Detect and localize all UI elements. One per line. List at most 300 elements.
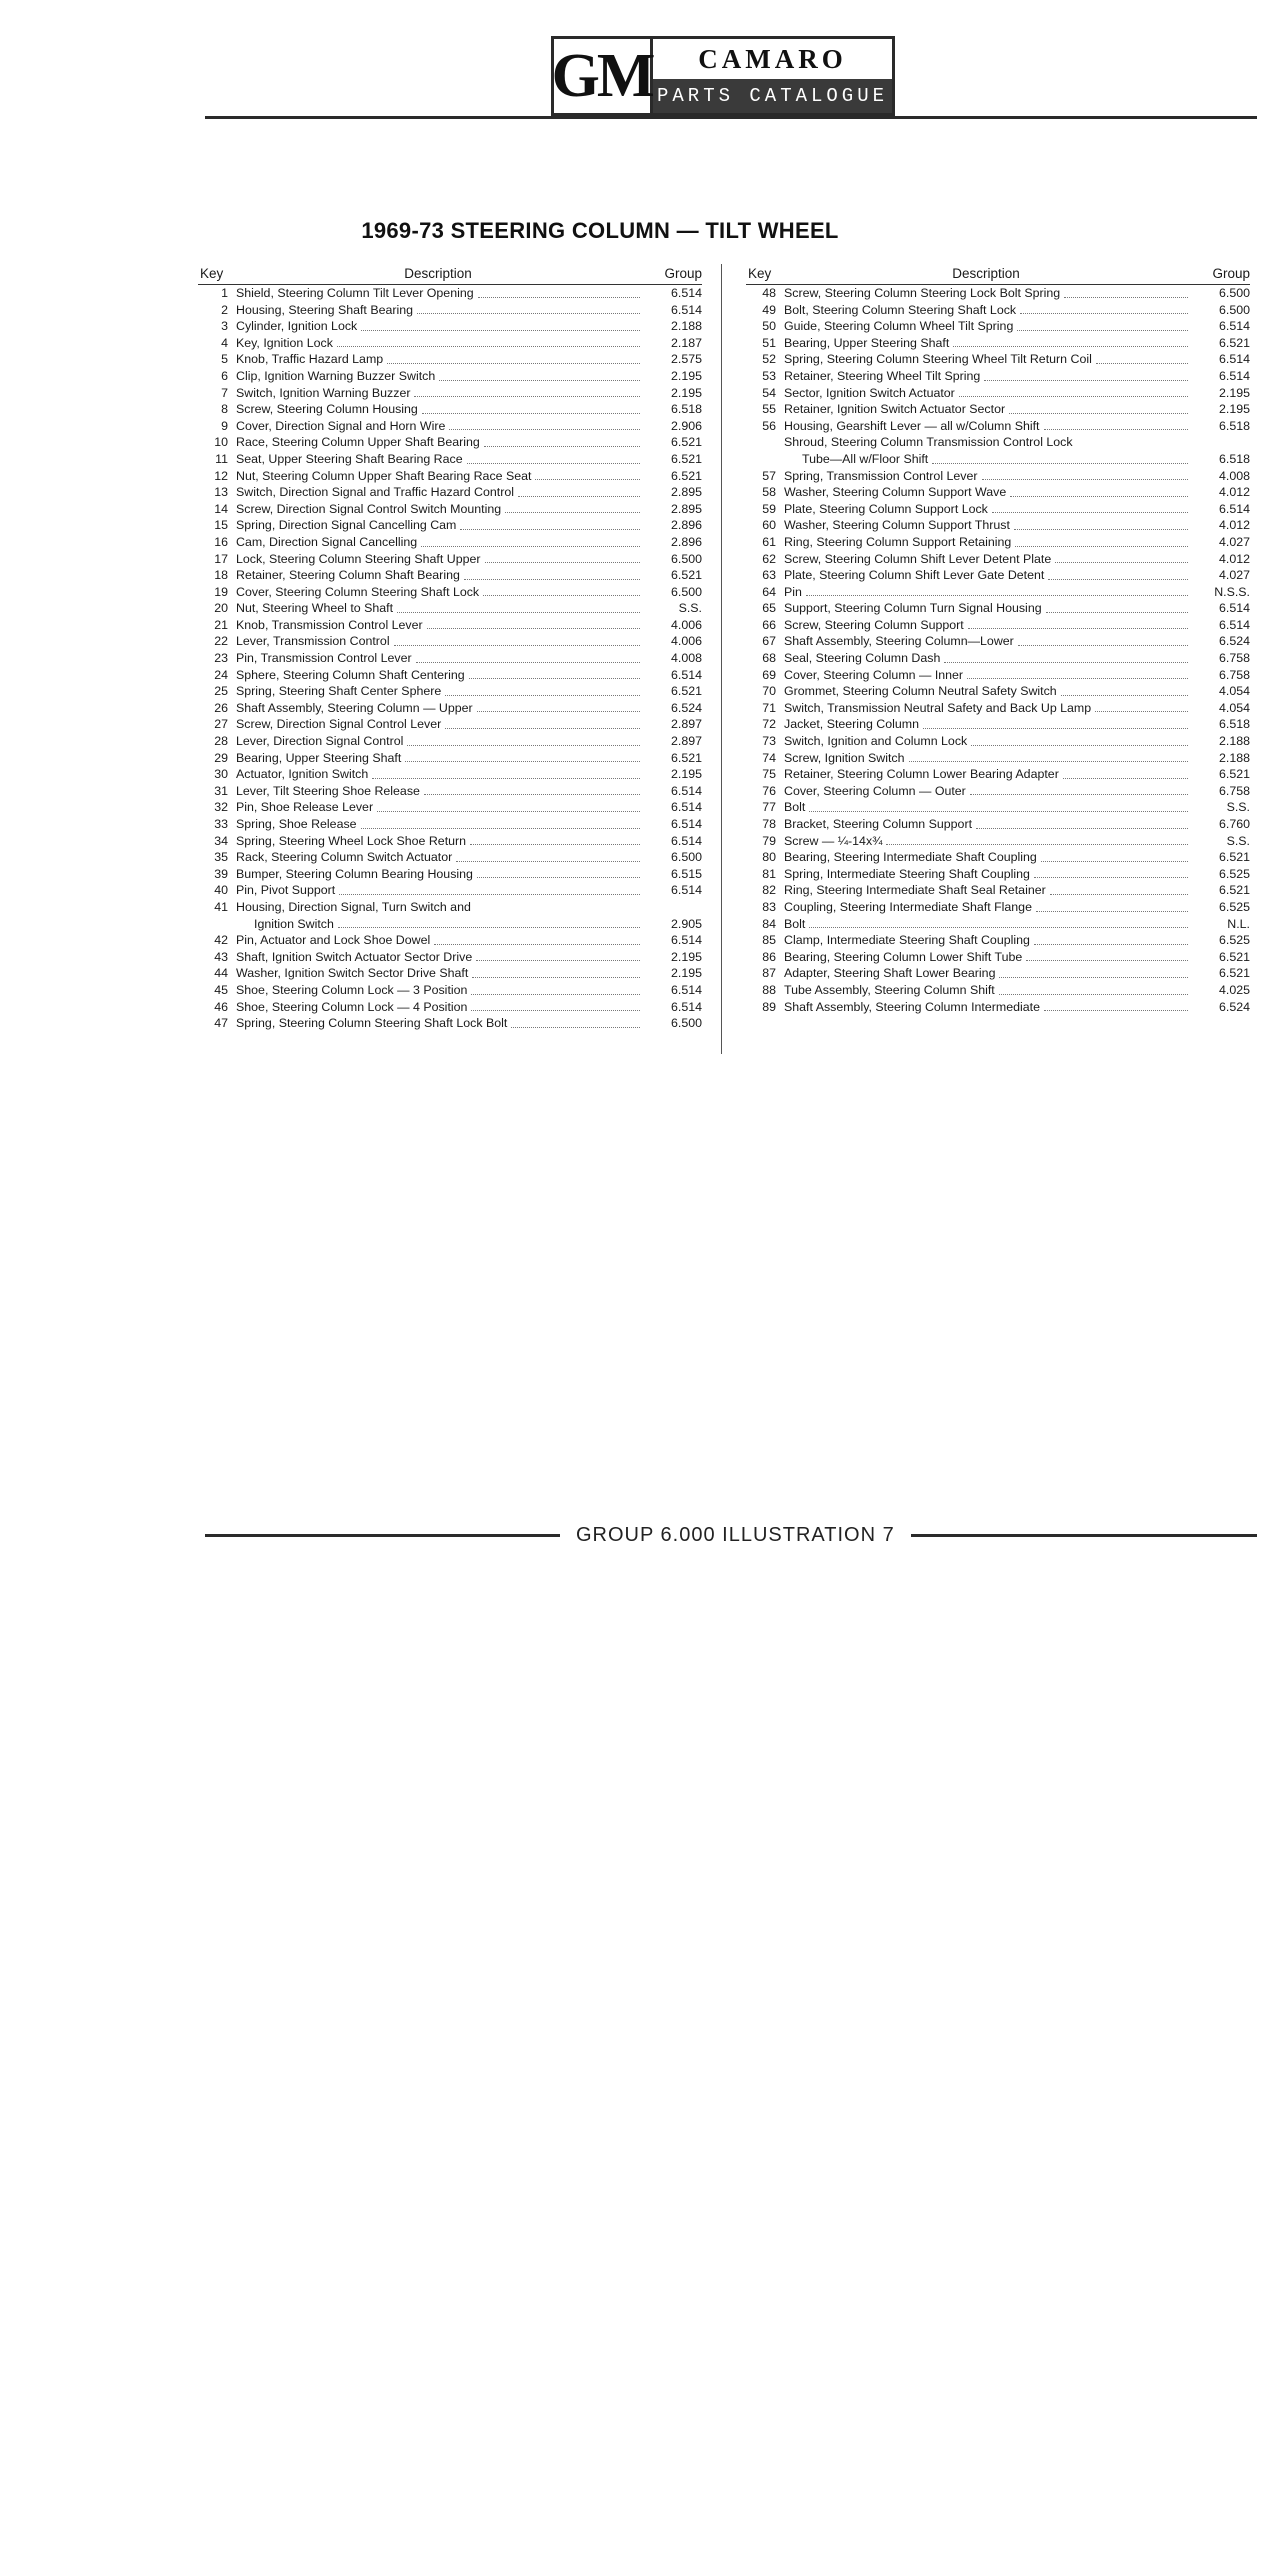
row-description-cell xyxy=(236,318,644,335)
row-group: 4.006 xyxy=(670,617,702,632)
row-description-cell xyxy=(236,551,644,568)
row-key: 28 xyxy=(214,734,228,749)
row-description-cell xyxy=(236,700,644,717)
row-group: 6.518 xyxy=(1218,418,1250,433)
row-group: 2.897 xyxy=(670,717,702,732)
table-row xyxy=(746,733,1250,750)
row-key: 39 xyxy=(214,866,228,881)
table-row xyxy=(746,667,1250,684)
dot-leader xyxy=(959,396,1188,397)
row-key: 62 xyxy=(762,551,776,566)
row-description-cell xyxy=(784,866,1192,883)
row-description: Screw, Steering Column Housing xyxy=(236,402,418,417)
table-row xyxy=(746,434,1250,451)
row-group: 4.012 xyxy=(1218,485,1250,500)
row-group: 6.514 xyxy=(1218,352,1250,367)
table-row xyxy=(746,716,1250,733)
row-group: 6.521 xyxy=(1218,850,1250,865)
row-group: 2.905 xyxy=(670,916,702,931)
dot-leader xyxy=(1018,645,1188,646)
dot-leader xyxy=(1046,612,1188,613)
row-description-cell xyxy=(784,302,1192,319)
row-description-cell xyxy=(236,866,644,883)
table-row xyxy=(198,932,702,949)
row-description-cell xyxy=(784,401,1192,418)
row-description-cell xyxy=(236,750,644,767)
table-row xyxy=(198,600,702,617)
row-group: 6.524 xyxy=(670,700,702,715)
dot-leader xyxy=(427,628,640,629)
table-row xyxy=(198,650,702,667)
row-description-cell xyxy=(236,534,644,551)
parts-column-right xyxy=(746,264,1250,1015)
row-group: 2.195 xyxy=(670,966,702,981)
table-row xyxy=(746,750,1250,767)
dot-leader xyxy=(1036,911,1188,912)
table-row xyxy=(746,551,1250,568)
row-key: 88 xyxy=(762,982,776,997)
dot-leader xyxy=(1034,944,1188,945)
dot-leader xyxy=(970,794,1188,795)
row-description: Tube Assembly, Steering Column Shift xyxy=(784,982,995,997)
row-group: 6.514 xyxy=(670,800,702,815)
table-row xyxy=(198,766,702,783)
dot-leader xyxy=(999,994,1188,995)
table-row xyxy=(198,683,702,700)
row-description: Screw — ¼-14x¾ xyxy=(784,833,883,848)
row-group: 6.758 xyxy=(1218,667,1250,682)
row-key: 85 xyxy=(762,933,776,948)
table-row xyxy=(746,799,1250,816)
row-description: Pin, Shoe Release Lever xyxy=(236,800,374,815)
logo-text-block xyxy=(653,39,892,113)
row-description-cell xyxy=(236,285,644,302)
row-description: Ignition Switch xyxy=(254,916,334,931)
dot-leader xyxy=(460,529,640,530)
table-row xyxy=(198,617,702,634)
row-group: 6.515 xyxy=(670,866,702,881)
dot-leader xyxy=(397,612,640,613)
row-description: Spring, Intermediate Steering Shaft Coupling xyxy=(784,866,1030,881)
dot-leader xyxy=(1096,363,1188,364)
row-description: Spring, Steering Shaft Center Sphere xyxy=(236,684,442,699)
gm-logo-mark: GM xyxy=(554,39,653,113)
header-key: Key xyxy=(748,266,772,281)
table-row xyxy=(746,584,1250,601)
row-description-cell xyxy=(784,932,1192,949)
row-key: 9 xyxy=(221,418,228,433)
row-group: 4.012 xyxy=(1218,518,1250,533)
row-group: 2.195 xyxy=(670,949,702,964)
row-group: 4.008 xyxy=(1218,468,1250,483)
row-key: 49 xyxy=(762,302,776,317)
row-description-cell xyxy=(236,932,644,949)
dot-leader xyxy=(361,330,640,331)
dot-leader xyxy=(472,977,640,978)
dot-leader xyxy=(484,446,640,447)
row-key: 83 xyxy=(762,899,776,914)
row-description: Cover, Steering Column Steering Shaft Lock xyxy=(236,584,480,599)
dot-leader xyxy=(407,745,640,746)
row-group: 2.187 xyxy=(670,335,702,350)
row-description-cell xyxy=(784,584,1192,601)
row-description-cell xyxy=(784,633,1192,650)
row-description-cell xyxy=(236,783,644,800)
row-description: Knob, Transmission Control Lever xyxy=(236,617,423,632)
row-description-cell xyxy=(236,965,644,982)
table-row xyxy=(746,833,1250,850)
row-group: N.S.S. xyxy=(1214,584,1250,599)
row-description-cell xyxy=(784,733,1192,750)
row-key: 65 xyxy=(762,601,776,616)
row-group: 4.006 xyxy=(670,634,702,649)
row-key: 2 xyxy=(221,302,228,317)
row-key: 89 xyxy=(762,999,776,1014)
row-key: 11 xyxy=(215,451,228,466)
row-key: 76 xyxy=(762,783,776,798)
table-row xyxy=(746,318,1250,335)
row-description: Housing, Steering Shaft Bearing xyxy=(236,302,414,317)
row-description: Bolt, Steering Column Steering Shaft Lock xyxy=(784,302,1017,317)
dot-leader xyxy=(434,944,640,945)
row-group: 2.895 xyxy=(670,485,702,500)
row-description-cell xyxy=(236,434,644,451)
row-description: Sector, Ignition Switch Actuator xyxy=(784,385,955,400)
row-description: Shaft Assembly, Steering Column Intermediate xyxy=(784,999,1040,1014)
row-description: Screw, Steering Column Support xyxy=(784,617,964,632)
row-description: Spring, Shoe Release xyxy=(236,817,357,831)
row-description: Switch, Ignition and Column Lock xyxy=(784,734,968,749)
table-row xyxy=(198,700,702,717)
table-row xyxy=(746,965,1250,982)
table-row xyxy=(746,633,1250,650)
dot-leader xyxy=(923,728,1188,729)
row-group: 2.896 xyxy=(670,518,702,533)
row-description: Spring, Transmission Control Lever xyxy=(784,468,978,483)
row-description-cell xyxy=(784,368,1192,385)
dot-leader xyxy=(476,960,640,961)
row-description-cell xyxy=(784,766,1192,783)
row-key: 21 xyxy=(214,617,228,632)
row-description-cell xyxy=(784,434,1192,451)
row-key: 24 xyxy=(214,667,228,682)
row-description: Bearing, Upper Steering Shaft xyxy=(236,750,402,765)
row-key: 19 xyxy=(214,584,228,599)
table-row xyxy=(198,667,702,684)
row-key: 74 xyxy=(762,750,776,765)
row-key: 43 xyxy=(214,949,228,964)
row-description-cell xyxy=(236,833,644,850)
row-key: 35 xyxy=(214,850,228,865)
dot-leader xyxy=(483,595,640,596)
row-group: 6.521 xyxy=(670,468,702,483)
table-row xyxy=(746,766,1250,783)
table-row xyxy=(746,368,1250,385)
dot-leader xyxy=(337,346,640,347)
row-description: Cover, Direction Signal and Horn Wire xyxy=(236,418,446,433)
row-description-cell xyxy=(236,816,644,833)
row-group: 4.027 xyxy=(1218,568,1250,583)
row-description: Coupling, Steering Intermediate Shaft Flange xyxy=(784,899,1032,914)
row-key: 54 xyxy=(762,385,776,400)
row-group: 6.514 xyxy=(1218,368,1250,383)
row-description: Washer, Ignition Switch Sector Drive Shaft xyxy=(236,966,469,981)
row-description-cell xyxy=(236,335,644,352)
table-row xyxy=(746,783,1250,800)
row-description-cell xyxy=(784,700,1192,717)
table-row xyxy=(198,335,702,352)
row-description-cell xyxy=(784,285,1192,302)
table-row xyxy=(198,302,702,319)
row-description: Lock, Steering Column Steering Shaft Upper xyxy=(236,551,481,566)
row-group: 6.514 xyxy=(670,286,702,300)
dot-leader xyxy=(1048,579,1188,580)
dot-leader xyxy=(1017,330,1188,331)
row-group: 6.518 xyxy=(1218,717,1250,732)
row-group: 4.025 xyxy=(1218,982,1250,997)
table-row xyxy=(198,899,702,916)
row-group: 6.525 xyxy=(1218,899,1250,914)
row-key: 50 xyxy=(762,319,776,334)
dot-leader xyxy=(394,645,640,646)
dot-leader xyxy=(1064,297,1188,298)
row-description-cell xyxy=(236,617,644,634)
dot-leader xyxy=(470,844,640,845)
row-key: 48 xyxy=(762,286,776,300)
page-title: 1969-73 STEERING COLUMN — TILT WHEEL xyxy=(361,218,839,243)
row-description-cell xyxy=(236,351,644,368)
row-group: 6.521 xyxy=(670,684,702,699)
row-description-cell xyxy=(784,551,1192,568)
row-key: 14 xyxy=(214,501,228,516)
row-description-cell xyxy=(784,750,1192,767)
logo-camaro-text: CAMARO xyxy=(698,43,847,74)
row-key: 84 xyxy=(762,916,776,931)
row-description-cell xyxy=(784,667,1192,684)
row-description-cell xyxy=(236,468,644,485)
row-key: 53 xyxy=(762,368,776,383)
row-group: 4.054 xyxy=(1218,684,1250,699)
row-key: 8 xyxy=(221,402,228,417)
row-description-cell xyxy=(784,600,1192,617)
table-row xyxy=(198,534,702,551)
row-description: Shaft Assembly, Steering Column — Upper xyxy=(236,700,473,715)
row-key: 23 xyxy=(214,651,228,666)
dot-leader xyxy=(478,297,640,298)
row-description: Pin, Transmission Control Lever xyxy=(236,651,412,666)
table-row xyxy=(746,468,1250,485)
dot-leader xyxy=(417,313,640,314)
row-key: 63 xyxy=(762,568,776,583)
row-description-cell xyxy=(784,899,1192,916)
row-group: 6.521 xyxy=(670,435,702,450)
dot-leader xyxy=(1095,711,1188,712)
row-key: 82 xyxy=(762,883,776,898)
row-description-cell xyxy=(236,882,644,899)
row-group: 6.500 xyxy=(670,1016,702,1031)
row-group: 2.195 xyxy=(670,767,702,782)
row-description-cell xyxy=(784,451,1192,468)
row-key: 51 xyxy=(762,335,776,350)
table-row xyxy=(198,401,702,418)
footer-rule-left xyxy=(205,1534,560,1537)
row-key: 77 xyxy=(762,800,776,815)
table-row xyxy=(746,650,1250,667)
row-group: S.S. xyxy=(678,601,702,616)
row-group: 6.514 xyxy=(670,933,702,948)
row-group: 6.524 xyxy=(1218,999,1250,1014)
row-description-cell xyxy=(236,368,644,385)
row-description: Sphere, Steering Column Shaft Centering xyxy=(236,667,465,682)
row-group: 6.514 xyxy=(670,999,702,1014)
row-group: 6.518 xyxy=(670,402,702,417)
dot-leader xyxy=(976,828,1188,829)
table-row xyxy=(746,683,1250,700)
dot-leader xyxy=(372,778,640,779)
table-row xyxy=(198,351,702,368)
dot-leader xyxy=(1041,861,1188,862)
row-group: 6.500 xyxy=(670,584,702,599)
row-group: 2.906 xyxy=(670,418,702,433)
row-group: 2.188 xyxy=(1218,750,1250,765)
table-row xyxy=(198,584,702,601)
dot-leader xyxy=(338,927,640,928)
row-group: N.L. xyxy=(1227,916,1250,931)
row-key: 79 xyxy=(762,833,776,848)
row-description-cell xyxy=(236,683,644,700)
row-description: Nut, Steering Wheel to Shaft xyxy=(236,601,394,616)
row-description: Plate, Steering Column Support Lock xyxy=(784,501,988,516)
row-description-cell xyxy=(236,401,644,418)
row-group: 2.896 xyxy=(670,534,702,549)
row-description-cell xyxy=(784,567,1192,584)
row-key: 46 xyxy=(214,999,228,1014)
dot-leader xyxy=(449,429,640,430)
row-description-cell xyxy=(784,351,1192,368)
row-description: Retainer, Steering Wheel Tilt Spring xyxy=(784,368,981,383)
row-description: Bearing, Upper Steering Shaft xyxy=(784,335,950,350)
row-key: 29 xyxy=(214,750,228,765)
row-key: 33 xyxy=(214,817,228,831)
row-key: 42 xyxy=(214,933,228,948)
row-description: Switch, Transmission Neutral Safety and Back Up Lamp xyxy=(784,700,1092,715)
row-group: 6.521 xyxy=(1218,883,1250,898)
row-key: 60 xyxy=(762,518,776,533)
dot-leader xyxy=(1061,695,1188,696)
row-description-cell xyxy=(236,1015,644,1032)
row-group: 6.514 xyxy=(1218,501,1250,516)
row-description: Ring, Steering Column Support Retaining xyxy=(784,534,1012,549)
row-description: Screw, Direction Signal Control Switch Mounting xyxy=(236,501,502,516)
dot-leader xyxy=(809,811,1188,812)
dot-leader xyxy=(992,512,1188,513)
dot-leader xyxy=(967,678,1188,679)
row-group: 6.758 xyxy=(1218,651,1250,666)
row-description-cell xyxy=(784,484,1192,501)
dot-leader xyxy=(1010,496,1188,497)
row-description-cell xyxy=(784,650,1192,667)
table-row xyxy=(198,999,702,1016)
dot-leader xyxy=(982,479,1188,480)
table-row xyxy=(746,949,1250,966)
dot-leader xyxy=(422,413,640,414)
table-row xyxy=(198,849,702,866)
row-description: Clamp, Intermediate Steering Shaft Coupling xyxy=(784,933,1030,948)
row-key: 58 xyxy=(762,485,776,500)
dot-leader xyxy=(414,396,640,397)
row-description: Retainer, Steering Column Shaft Bearing xyxy=(236,568,460,583)
dot-leader xyxy=(535,479,640,480)
dot-leader xyxy=(909,761,1188,762)
row-key: 55 xyxy=(762,402,776,417)
table-row xyxy=(746,285,1250,302)
row-description: Housing, Direction Signal, Turn Switch and xyxy=(236,899,471,914)
footer-rule-right xyxy=(911,1534,1257,1537)
row-key: 7 xyxy=(221,385,228,400)
logo-parts-catalogue-text: PARTS CATALOGUE xyxy=(653,79,892,113)
row-description-cell xyxy=(236,916,644,933)
row-description: Spring, Direction Signal Cancelling Cam xyxy=(236,518,457,533)
row-key: 61 xyxy=(762,534,776,549)
row-description-cell xyxy=(236,766,644,783)
row-key: 34 xyxy=(214,833,228,848)
row-description: Spring, Steering Column Steering Shaft Lock Bolt xyxy=(236,1016,508,1031)
row-description: Bumper, Steering Column Bearing Housing xyxy=(236,866,473,881)
row-group: 6.524 xyxy=(1218,634,1250,649)
dot-leader xyxy=(405,761,640,762)
row-description: Race, Steering Column Upper Shaft Bearing xyxy=(236,435,480,450)
row-description: Retainer, Ignition Switch Actuator Sector xyxy=(784,402,1006,417)
row-group: 2.195 xyxy=(670,368,702,383)
row-key: 22 xyxy=(214,634,228,649)
row-description: Key, Ignition Lock xyxy=(236,335,333,350)
table-header-left xyxy=(198,264,702,285)
row-group: 6.500 xyxy=(670,850,702,865)
row-group: 6.514 xyxy=(670,783,702,798)
row-description-cell xyxy=(784,965,1192,982)
table-row xyxy=(198,816,702,833)
row-description-cell xyxy=(784,882,1192,899)
row-key: 73 xyxy=(762,734,776,749)
row-description: Screw, Steering Column Shift Lever Detent Plate xyxy=(784,551,1052,566)
row-key: 3 xyxy=(221,319,228,334)
table-row xyxy=(746,451,1250,468)
table-row xyxy=(198,318,702,335)
dot-leader xyxy=(464,579,640,580)
dot-leader xyxy=(1055,562,1188,563)
row-key: 72 xyxy=(762,717,776,732)
row-group: 4.027 xyxy=(1218,534,1250,549)
row-description-cell xyxy=(236,633,644,650)
table-row xyxy=(198,866,702,883)
row-description-cell xyxy=(784,982,1192,999)
row-description: Washer, Steering Column Support Wave xyxy=(784,485,1007,500)
parts-table xyxy=(198,264,1252,1054)
row-description: Spring, Steering Wheel Lock Shoe Return xyxy=(236,833,467,848)
row-description: Lever, Tilt Steering Shoe Release xyxy=(236,783,420,798)
row-description: Shoe, Steering Column Lock — 3 Position xyxy=(236,982,468,997)
table-row xyxy=(198,368,702,385)
row-description-cell xyxy=(784,385,1192,402)
row-key: 40 xyxy=(214,883,228,898)
row-key: 1 xyxy=(221,286,228,300)
row-description: Pin, Actuator and Lock Shoe Dowel xyxy=(236,933,431,948)
row-group: 2.195 xyxy=(1218,385,1250,400)
row-description: Shield, Steering Column Tilt Lever Opening xyxy=(236,286,474,300)
row-description-cell xyxy=(784,849,1192,866)
table-row xyxy=(198,733,702,750)
dot-leader xyxy=(456,861,640,862)
